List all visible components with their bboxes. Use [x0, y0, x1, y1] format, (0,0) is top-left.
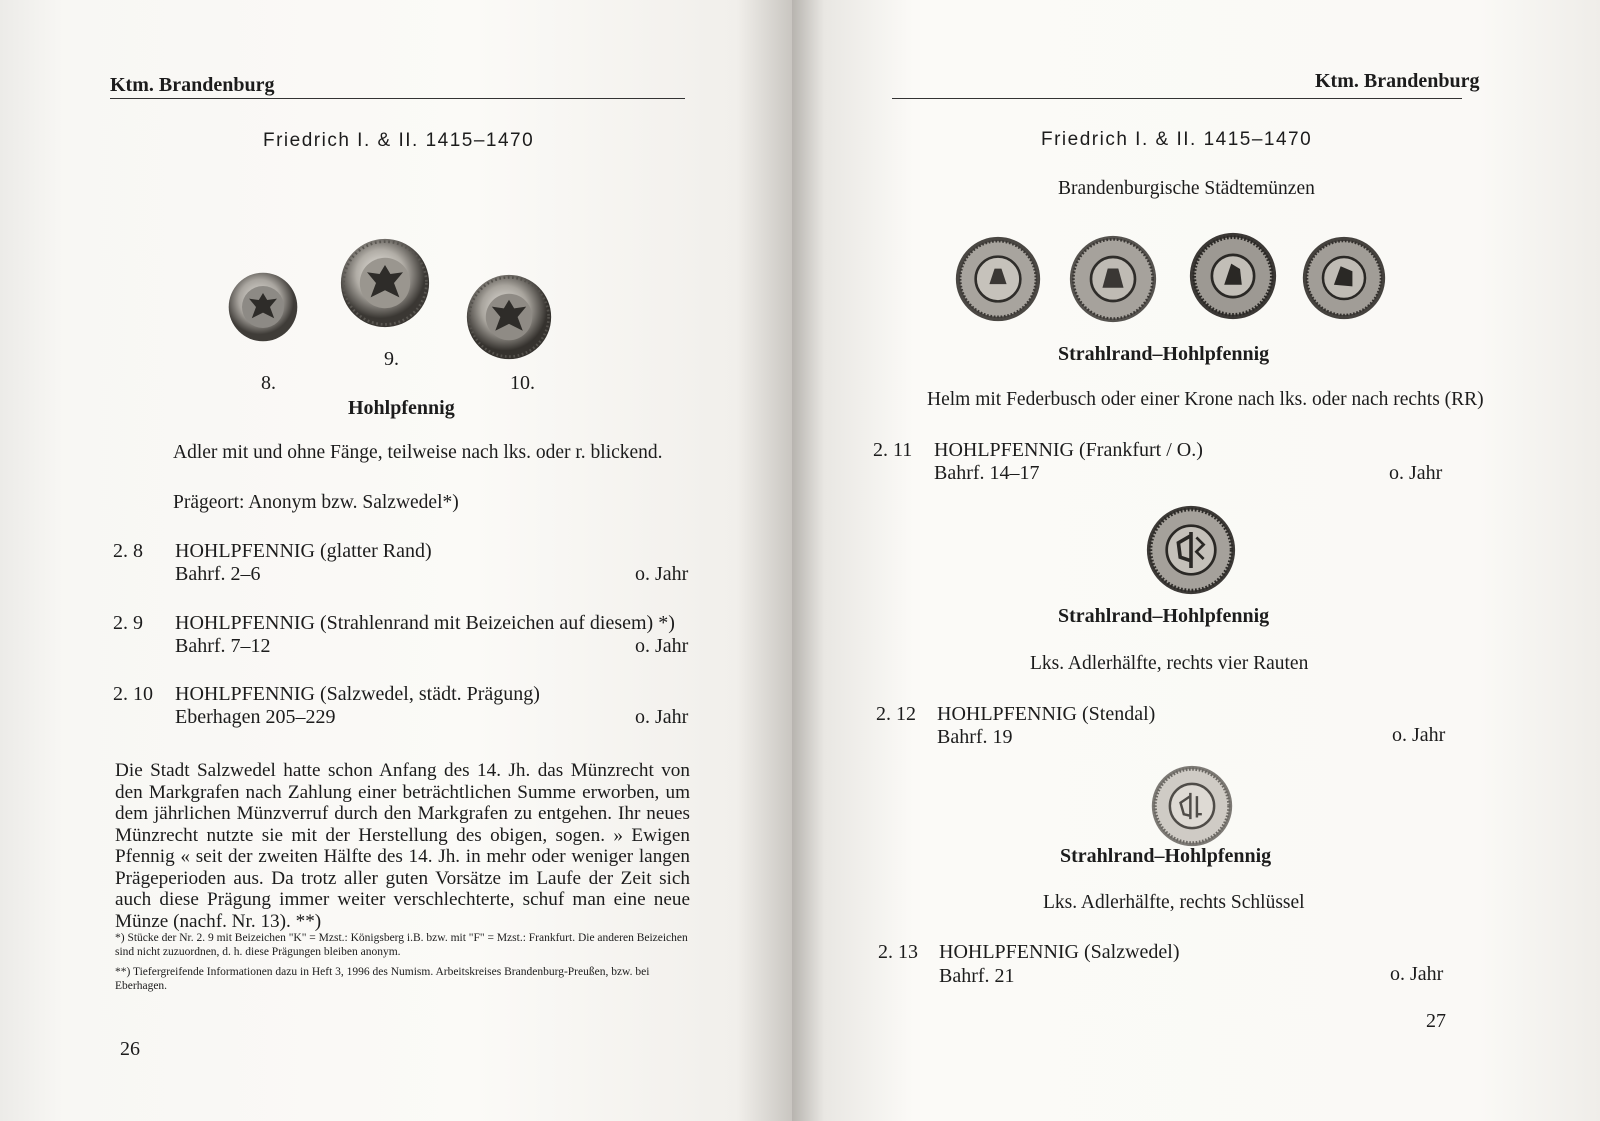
mint-place: Prägeort: Anonym bzw. Salzwedel*) — [173, 492, 459, 513]
page-subtitle: Brandenburgische Städtemünzen — [1058, 178, 1315, 199]
coin-9-image — [340, 238, 430, 328]
entry-name: HOHLPFENNIG (Salzwedel, städt. Prägung) — [175, 683, 540, 705]
page-title: Friedrich I. & II. 1415–1470 — [1041, 129, 1313, 150]
page-number: 26 — [120, 1038, 140, 1060]
coin-label-8: 8. — [261, 372, 276, 394]
entry-reference: Bahrf. 7–12 — [175, 635, 271, 657]
section-description: Lks. Adlerhälfte, rechts Schlüssel — [1043, 892, 1305, 913]
footnote-1: *) Stücke der Nr. 2. 9 mit Beizeichen "K" = Mzst.: Königsberg i.B. bzw. mit "F" = Mzst.: Frankfurt. Die anderen Beizeichen sind nicht zuzuordnen, d. h. diese Prägungen bleiben anonym. — [115, 932, 688, 958]
entry-number: 2. 8 — [113, 540, 143, 562]
footnote-2: **) Tiefergreifende Informationen dazu in Heft 3, 1996 des Numism. Arbeitskreises Brandenburg-Preußen, bzw. bei Eberhagen. — [115, 966, 650, 992]
entry-name: HOHLPFENNIG (glatter Rand) — [175, 540, 432, 562]
entry-reference: Bahrf. 14–17 — [934, 462, 1040, 484]
section-heading: Hohlpfennig — [348, 397, 455, 419]
section-description: Lks. Adlerhälfte, rechts vier Rauten — [1030, 653, 1309, 674]
entry-number: 2. 11 — [873, 439, 913, 461]
section-description: Helm mit Federbusch oder einer Krone nach lks. oder nach rechts (RR) — [927, 389, 1484, 410]
entry-number: 2. 10 — [113, 683, 153, 705]
coin-2-11-d-image — [1302, 236, 1386, 320]
header-rule — [892, 98, 1462, 99]
entry-year: o. Jahr — [1389, 462, 1443, 484]
coin-2-11-a-image — [955, 236, 1041, 322]
coin-label-10: 10. — [510, 372, 535, 394]
page-title: Friedrich I. & II. 1415–1470 — [263, 130, 535, 151]
entry-year: o. Jahr — [635, 635, 689, 657]
entry-reference: Bahrf. 21 — [939, 965, 1015, 987]
entry-number: 2. 12 — [876, 703, 916, 725]
history-paragraph: Die Stadt Salzwedel hatte schon Anfang des 14. Jh. das Münzrecht von den Markgrafen nach Zahlung einer beträchtlichen Summe erworben, um dem jährlichen Münzverruf durch den Markgrafen zu entgehen. Ihr neues Münzrecht nutzte sie mit der Herstellung des obigen, sogen. » Ewigen Pfennig « seit der zweiten Hälfte des 14. Jh. in mehr oder weniger langen Prägeperioden aus. Da trotz aller guten Vorsätze im Laufe der Zeit sich auch diese Prägung immer weiter verschlechterte, schuf man eine neue Münze (nachf. Nr. 13). **) — [115, 760, 690, 932]
entry-year: o. Jahr — [1392, 724, 1446, 746]
coin-2-11-c-image — [1189, 232, 1277, 320]
coin-2-11-b-image — [1069, 235, 1157, 323]
coin-10-image — [466, 274, 552, 360]
page-number: 27 — [1426, 1010, 1446, 1032]
entry-year: o. Jahr — [635, 563, 689, 585]
entry-year: o. Jahr — [635, 706, 689, 728]
entry-name: HOHLPFENNIG (Stendal) — [937, 703, 1156, 725]
coin-2-13-image — [1151, 765, 1233, 847]
entry-year: o. Jahr — [1390, 963, 1444, 985]
coin-2-12-image — [1146, 505, 1236, 595]
entry-reference: Eberhagen 205–229 — [175, 706, 336, 728]
entry-reference: Bahrf. 19 — [937, 726, 1013, 748]
entry-number: 2. 13 — [878, 941, 918, 963]
section-heading: Strahlrand–Hohlpfennig — [1060, 845, 1272, 867]
header-rule — [110, 98, 685, 99]
entry-name: HOHLPFENNIG (Frankfurt / O.) — [934, 439, 1203, 461]
running-head: Ktm. Brandenburg — [110, 74, 275, 96]
left-page — [0, 0, 792, 1121]
running-head: Ktm. Brandenburg — [1315, 70, 1480, 92]
coin-label-9: 9. — [384, 348, 399, 370]
right-page — [792, 0, 1600, 1121]
section-heading: Strahlrand–Hohlpfennig — [1058, 343, 1270, 365]
entry-name: HOHLPFENNIG (Strahlenrand mit Beizeichen auf diesem) *) — [175, 612, 675, 634]
entry-name: HOHLPFENNIG (Salzwedel) — [939, 941, 1180, 963]
entry-number: 2. 9 — [113, 612, 143, 634]
section-heading: Strahlrand–Hohlpfennig — [1058, 605, 1270, 627]
coin-8-image — [228, 272, 298, 342]
entry-reference: Bahrf. 2–6 — [175, 563, 261, 585]
description: Adler mit und ohne Fänge, teilweise nach lks. oder r. blickend. — [173, 442, 663, 463]
